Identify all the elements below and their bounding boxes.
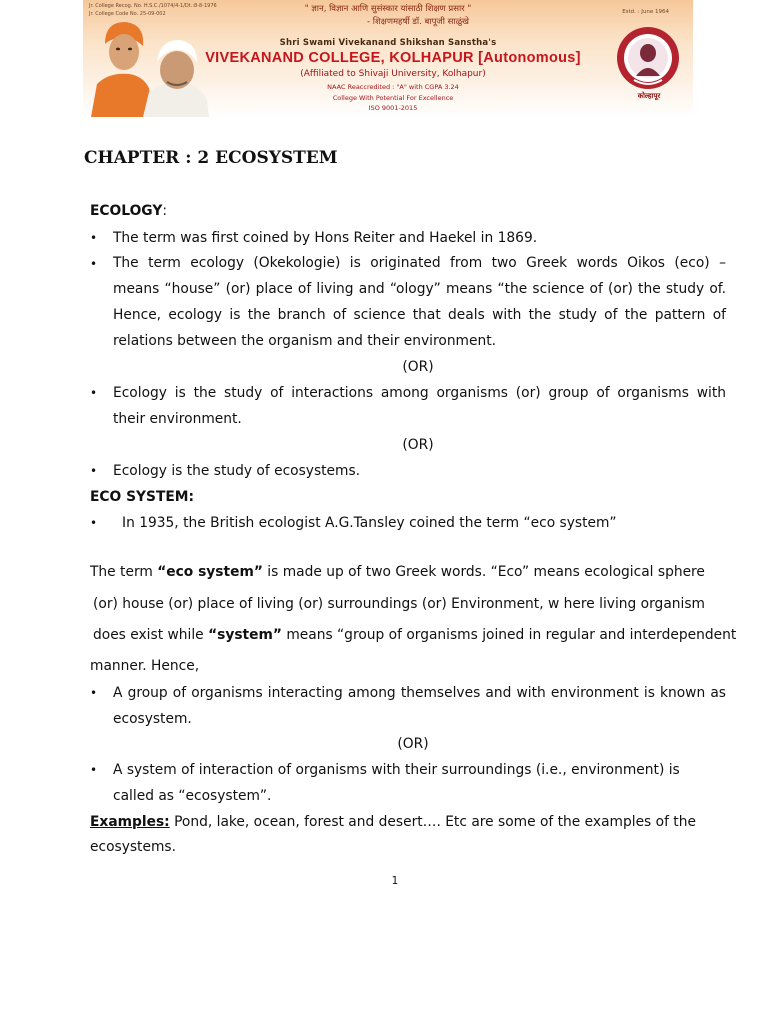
naac-accreditation: NAAC Reaccredited : "A" with CGPA 3.24 <box>327 83 459 91</box>
established-date: Estd. : June 1964 <box>622 9 669 15</box>
sanstha-name: Shri Swami Vivekanand Shikshan Sanstha's <box>279 38 497 48</box>
or-separator: (OR) <box>397 736 429 752</box>
college-name: VIVEKANAND COLLEGE, KOLHAPUR [Autonomous] <box>205 50 581 66</box>
motto-attribution: - शिक्षणमहर्षी डॉ. बापूजी साळुंखे <box>366 17 469 27</box>
bullet-icon: • <box>90 231 98 245</box>
cpe-status: College With Potential For Excellence <box>332 94 454 102</box>
affiliation: (Affiliated to Shivaji University, Kolhapur) <box>300 69 486 79</box>
bullet-icon: • <box>90 686 98 700</box>
recognition-number: Jr. College Recog. No. H.S.C./1074/4-1/Dt.:8-8-1976 <box>89 3 217 9</box>
or-separator: (OR) <box>402 437 434 453</box>
ecosystem-heading: ECO SYSTEM: <box>90 489 195 505</box>
document-body: ECOLOGY: • The term was first coined by Hons Reiter and Haekel in 1869. • The term ecology (Okekologie) is originated from two Greek words Oikos (eco) – means “house” (or) place of living and “ology” means “the science of (or) the study of. Hence, ecology is the branch of science that deals with the study of the pattern of relations between the organism and their environment. (OR) • Ecology is the study of interactions among organisms (or) group of organisms with their environment. (OR) • Ecology is the study of ecosystems. ECO SYSTEM: • In 1935, the British ecologist A.G.Tansley coined the term “eco system” The term “eco system” is made up of two Greek words. “Eco” means ecological sphere (or) house (or) place of living (or) surroundings (or) Environment, w here living organism does exist while “system” means “group of organisms joined in regular and interdependent manner. Hence, • A group of organisms interacting among themselves and with environment is known as ecosystem. (OR) • A system of interaction of organisms with their surroundings (i.e., environment) is called as “ecosystem”. Examples: Pond, lake, ocean, forest and desert…. Etc are some of the examples of the ecosystems. <box>90 0 726 1024</box>
bullet-icon: • <box>90 763 98 777</box>
examples-label: Examples: <box>90 814 170 830</box>
ecology-heading: ECOLOGY: <box>90 203 167 219</box>
chapter-title: CHAPTER : 2 ECOSYSTEM <box>84 148 338 168</box>
college-code: Jr. College Code No. 25-09-002 <box>89 11 166 17</box>
iso-certification: ISO 9001-2015 <box>368 104 418 112</box>
bullet-icon: • <box>90 257 98 271</box>
bullet-icon: • <box>90 464 98 478</box>
emblem-caption: कोल्हापूर <box>637 92 661 100</box>
ecology-definition: The term ecology (Okekologie) is originated from two Greek words Oikos (eco) – means “house” (or) place of living and “ology” means “the science of (or) the study of. Hence, ecology is the branch of science that deals with the study of the pattern of relations between the organism and their environment. <box>113 255 726 349</box>
or-separator: (OR) <box>402 359 434 375</box>
bullet-icon: • <box>90 386 98 400</box>
bullet-icon: • <box>90 516 98 530</box>
motto: " ज्ञान, विज्ञान आणि सुसंस्कार यांसाठी शिक्षण प्रसार " <box>304 4 472 14</box>
page-number: 1 <box>391 875 399 887</box>
